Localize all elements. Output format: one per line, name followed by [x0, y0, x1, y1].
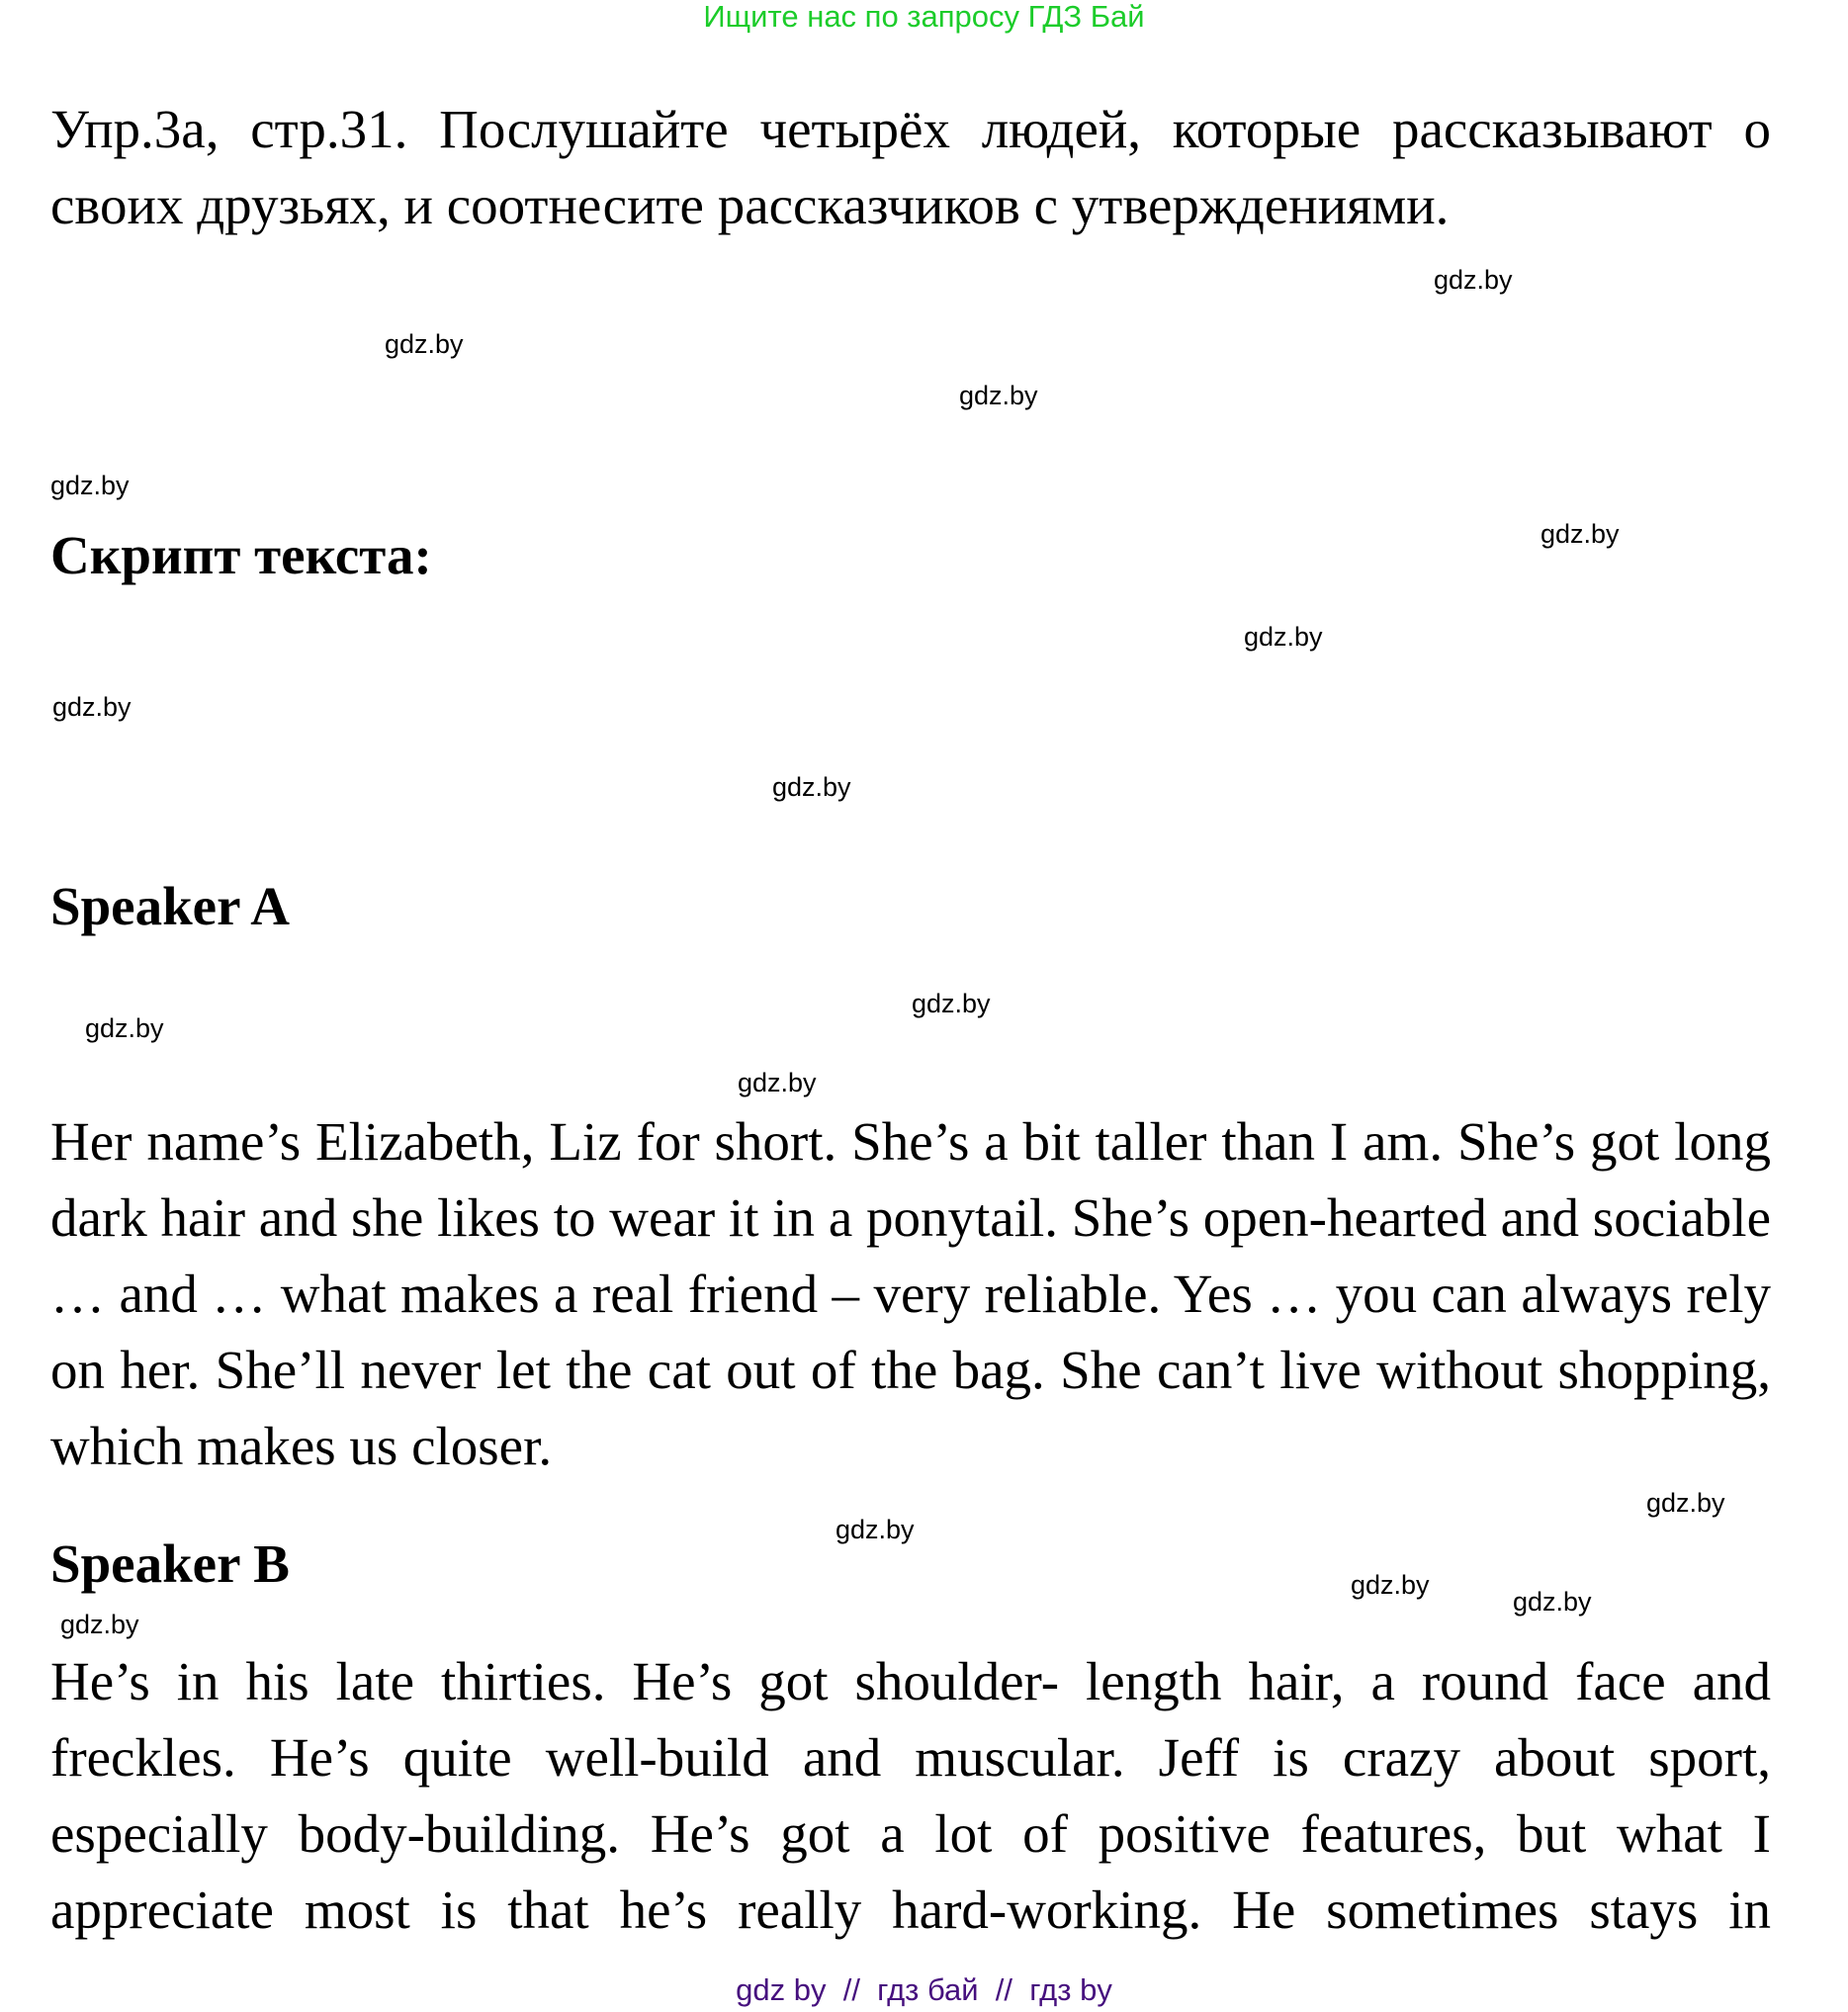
exercise-title: Упр.3а, стр.31. Послушайте четырёх людей, которые рассказывают о своих друзьях, и соотнесите рассказчиков с утверждениями.	[50, 99, 1771, 235]
watermark: gdz.by	[1244, 622, 1323, 652]
watermark: gdz.by	[1646, 1488, 1725, 1518]
speaker-b-heading: Speaker B	[50, 1533, 290, 1594]
watermark: gdz.by	[912, 989, 991, 1018]
watermark: gdz.by	[1351, 1570, 1430, 1600]
watermark: gdz.by	[385, 329, 464, 359]
watermark: gdz.by	[1513, 1587, 1592, 1617]
watermark: gdz.by	[836, 1515, 915, 1544]
watermark: gdz.by	[1540, 519, 1620, 549]
header-search-hint: Ищите нас по запросу ГДЗ Бай	[703, 0, 1145, 34]
watermark: gdz.by	[738, 1068, 817, 1097]
watermark: gdz.by	[50, 471, 130, 500]
script-heading: Скрипт текста:	[50, 525, 432, 585]
footer-links: gdz by // гдз бай // гдз by	[736, 1972, 1112, 2007]
watermark: gdz.by	[52, 692, 132, 722]
watermark: gdz.by	[959, 381, 1038, 410]
watermark: gdz.by	[60, 1610, 139, 1639]
watermark: gdz.by	[1434, 265, 1513, 295]
speaker-b-text: He’s in his late thirties. He’s got shoulder- length hair, a round face and freckles. He’s quite well-build and muscular. Jeff is crazy about sport, especially body-building. He’s got a lot of positive features, but what I appreciate most is that he’s really hard-working. He sometimes stays in	[50, 1651, 1771, 1940]
speaker-a-text: Her name’s Elizabeth, Liz for short. She’s a bit taller than I am. She’s got long dark hair and she likes to wear it in a ponytail. She’s open-hearted and sociable … and … what makes a real friend – very reliable. Yes … you can always rely on her. She’ll never let the cat out of the bag. She can’t live without shopping, which makes us closer.	[50, 1111, 1771, 1476]
watermark: gdz.by	[85, 1013, 164, 1043]
watermark: gdz.by	[772, 772, 851, 802]
speaker-a-heading: Speaker A	[50, 876, 290, 936]
